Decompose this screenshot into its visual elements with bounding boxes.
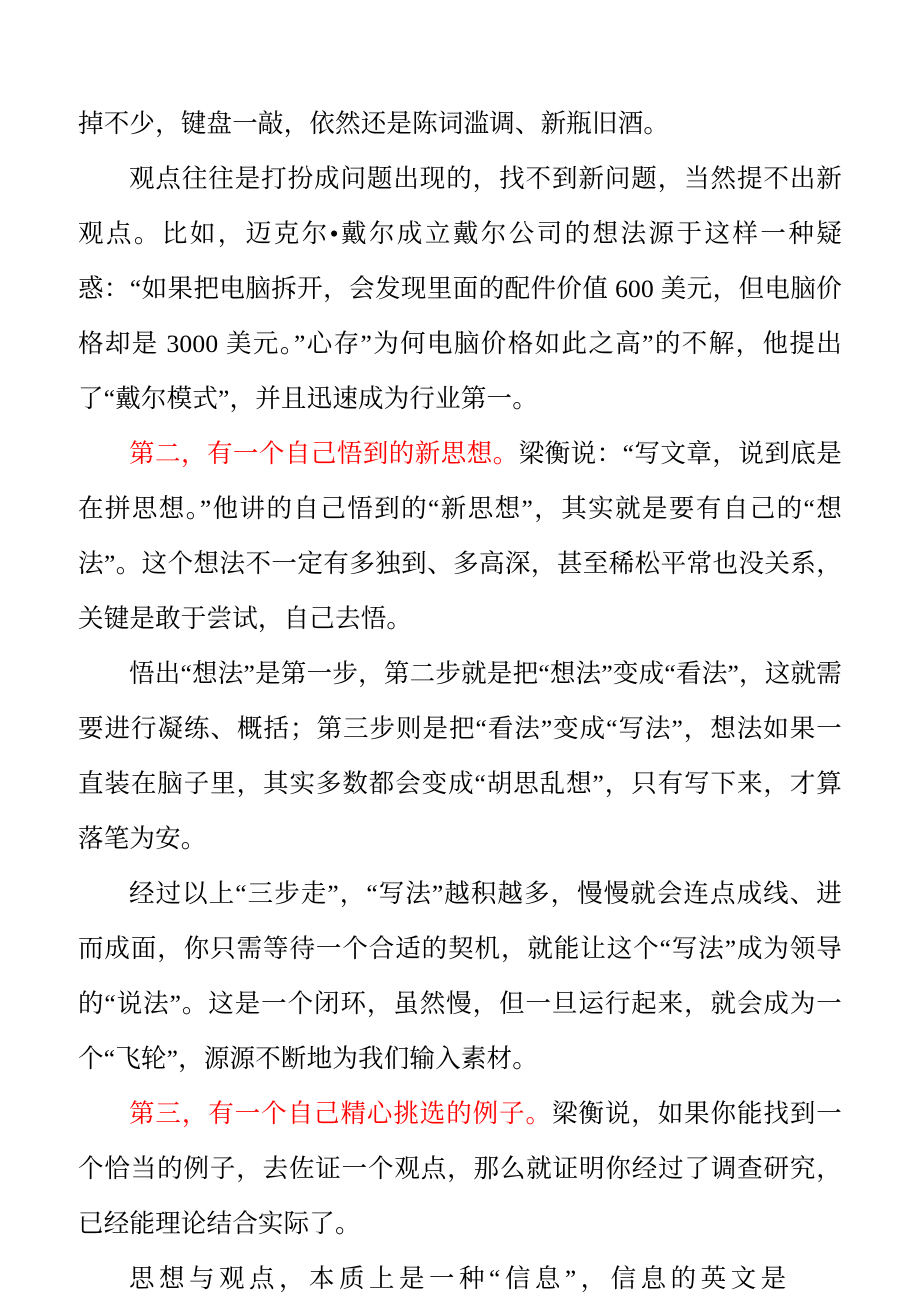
paragraph — [78, 1086, 842, 1251]
text-run: 思想与观点，本质上是一种“信息”，信息的英文是 — [129, 1264, 791, 1293]
paragraph — [78, 1251, 842, 1306]
text-run: 悟出“想法”是第一步，第二步就是把“想法”变成“看法”，这就需要进行凝练、概括；第三步则是把“看法”变成“写法”，想法如果一直装在脑子里，其实多数都会变成“胡思乱想”，只有写下来，才算落笔为安。 — [78, 659, 842, 853]
highlighted-text-run: 第二，有一个自己悟到的新思想。 — [129, 439, 519, 468]
text-run: 梁衡说：“写文章，说到底是在拼思想。”他讲的自己悟到的“新思想”，其实就是要有自己的“想法”。这个想法不一定有多独到、多高深，甚至稀松平常也没关系，关键是敢于尝试，自己去悟。 — [78, 439, 842, 633]
paragraph — [78, 646, 842, 866]
text-run: 经过以上“三步走”，“写法”越积越多，慢慢就会连点成线、进而成面，你只需等待一个合适的契机，就能让这个“写法”成为领导的“说法”。这是一个闭环，虽然慢，但一旦运行起来，就会成为一个“飞轮”，源源不断地为我们输入素材。 — [78, 879, 842, 1073]
highlighted-text-run: 第三，有一个自己精心挑选的例子。 — [129, 1099, 552, 1128]
paragraph — [78, 426, 842, 646]
paragraph — [78, 96, 842, 151]
paragraph — [78, 866, 842, 1086]
document-body — [78, 96, 842, 1306]
text-run: 梁衡说，如果你能找到一个恰当的例子，去佐证一个观点，那么就证明你经过了调查研究，已经能理论结合实际了。 — [78, 1099, 842, 1238]
text-run: 观点往往是打扮成问题出现的，找不到新问题，当然提不出新观点。比如，迈克尔•戴尔成立戴尔公司的想法源于这样一种疑惑：“如果把电脑拆开，会发现里面的配件价值 600 美元，但电脑价格却是 3000 美元。”心存”为何电脑价格如此之高”的不解，他提出了“戴尔模式”，并且迅速成为行业第一。 — [78, 164, 842, 413]
text-run: 掉不少，键盘一敲，依然还是陈词滥调、新瓶旧酒。 — [78, 109, 670, 138]
paragraph — [78, 151, 842, 426]
